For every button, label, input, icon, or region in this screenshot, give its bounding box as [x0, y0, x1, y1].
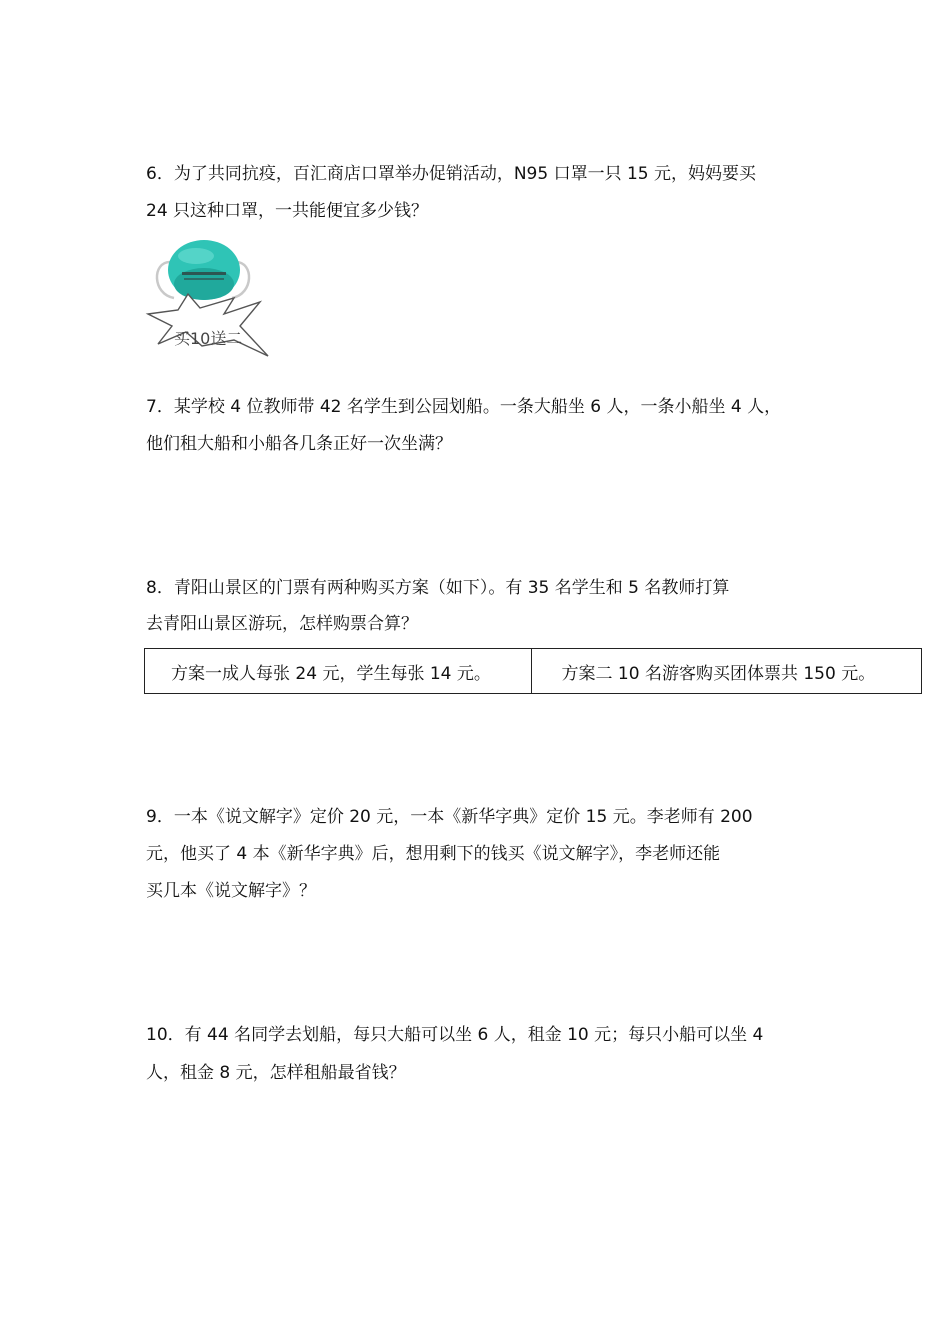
- q7-line-1: 7．某学校 4 位教师带 42 名学生到公园划船。一条大船坐 6 人，一条小船坐 4 人，: [146, 397, 782, 417]
- q10-line-1: 10．有 44 名同学去划船，每只大船可以坐 6 人，租金 10 元；每只小船可以坐 4: [146, 1025, 764, 1045]
- q8-line-2: 去青阳山景区游玩，怎样购票合算？: [146, 614, 418, 634]
- q9-line-3: 买几本《说文解字》？: [146, 881, 316, 901]
- q6-line-1: 6．为了共同抗疫，百汇商店口罩举办促销活动，N95 口罩一只 15 元，妈妈要买: [146, 164, 757, 184]
- ticket-plan-table: [144, 648, 922, 694]
- plan-one-cell: 方案一成人每张 24 元，学生每张 14 元。: [171, 663, 491, 684]
- n95-mask-promo-figure: [144, 232, 270, 362]
- q10-line-2: 人，租金 8 元，怎样租船最省钱？: [146, 1063, 406, 1083]
- q9-line-1: 9．一本《说文解字》定价 20 元，一本《新华字典》定价 15 元。李老师有 200: [146, 807, 753, 827]
- plan-two-cell: 方案二 10 名游客购买团体票共 150 元。: [531, 649, 922, 693]
- q7-line-2: 他们租大船和小船各几条正好一次坐满？: [146, 434, 452, 454]
- q8-line-1: 8．青阳山景区的门票有两种购买方案（如下）。有 35 名学生和 5 名教师打算: [146, 578, 730, 598]
- q9-line-2: 元，他买了 4 本《新华字典》后，想用剩下的钱买《说文解字》，李老师还能: [146, 844, 721, 864]
- q6-line-2: 24 只这种口罩，一共能便宜多少钱？: [146, 201, 429, 221]
- promo-label: 买10送二: [174, 329, 243, 348]
